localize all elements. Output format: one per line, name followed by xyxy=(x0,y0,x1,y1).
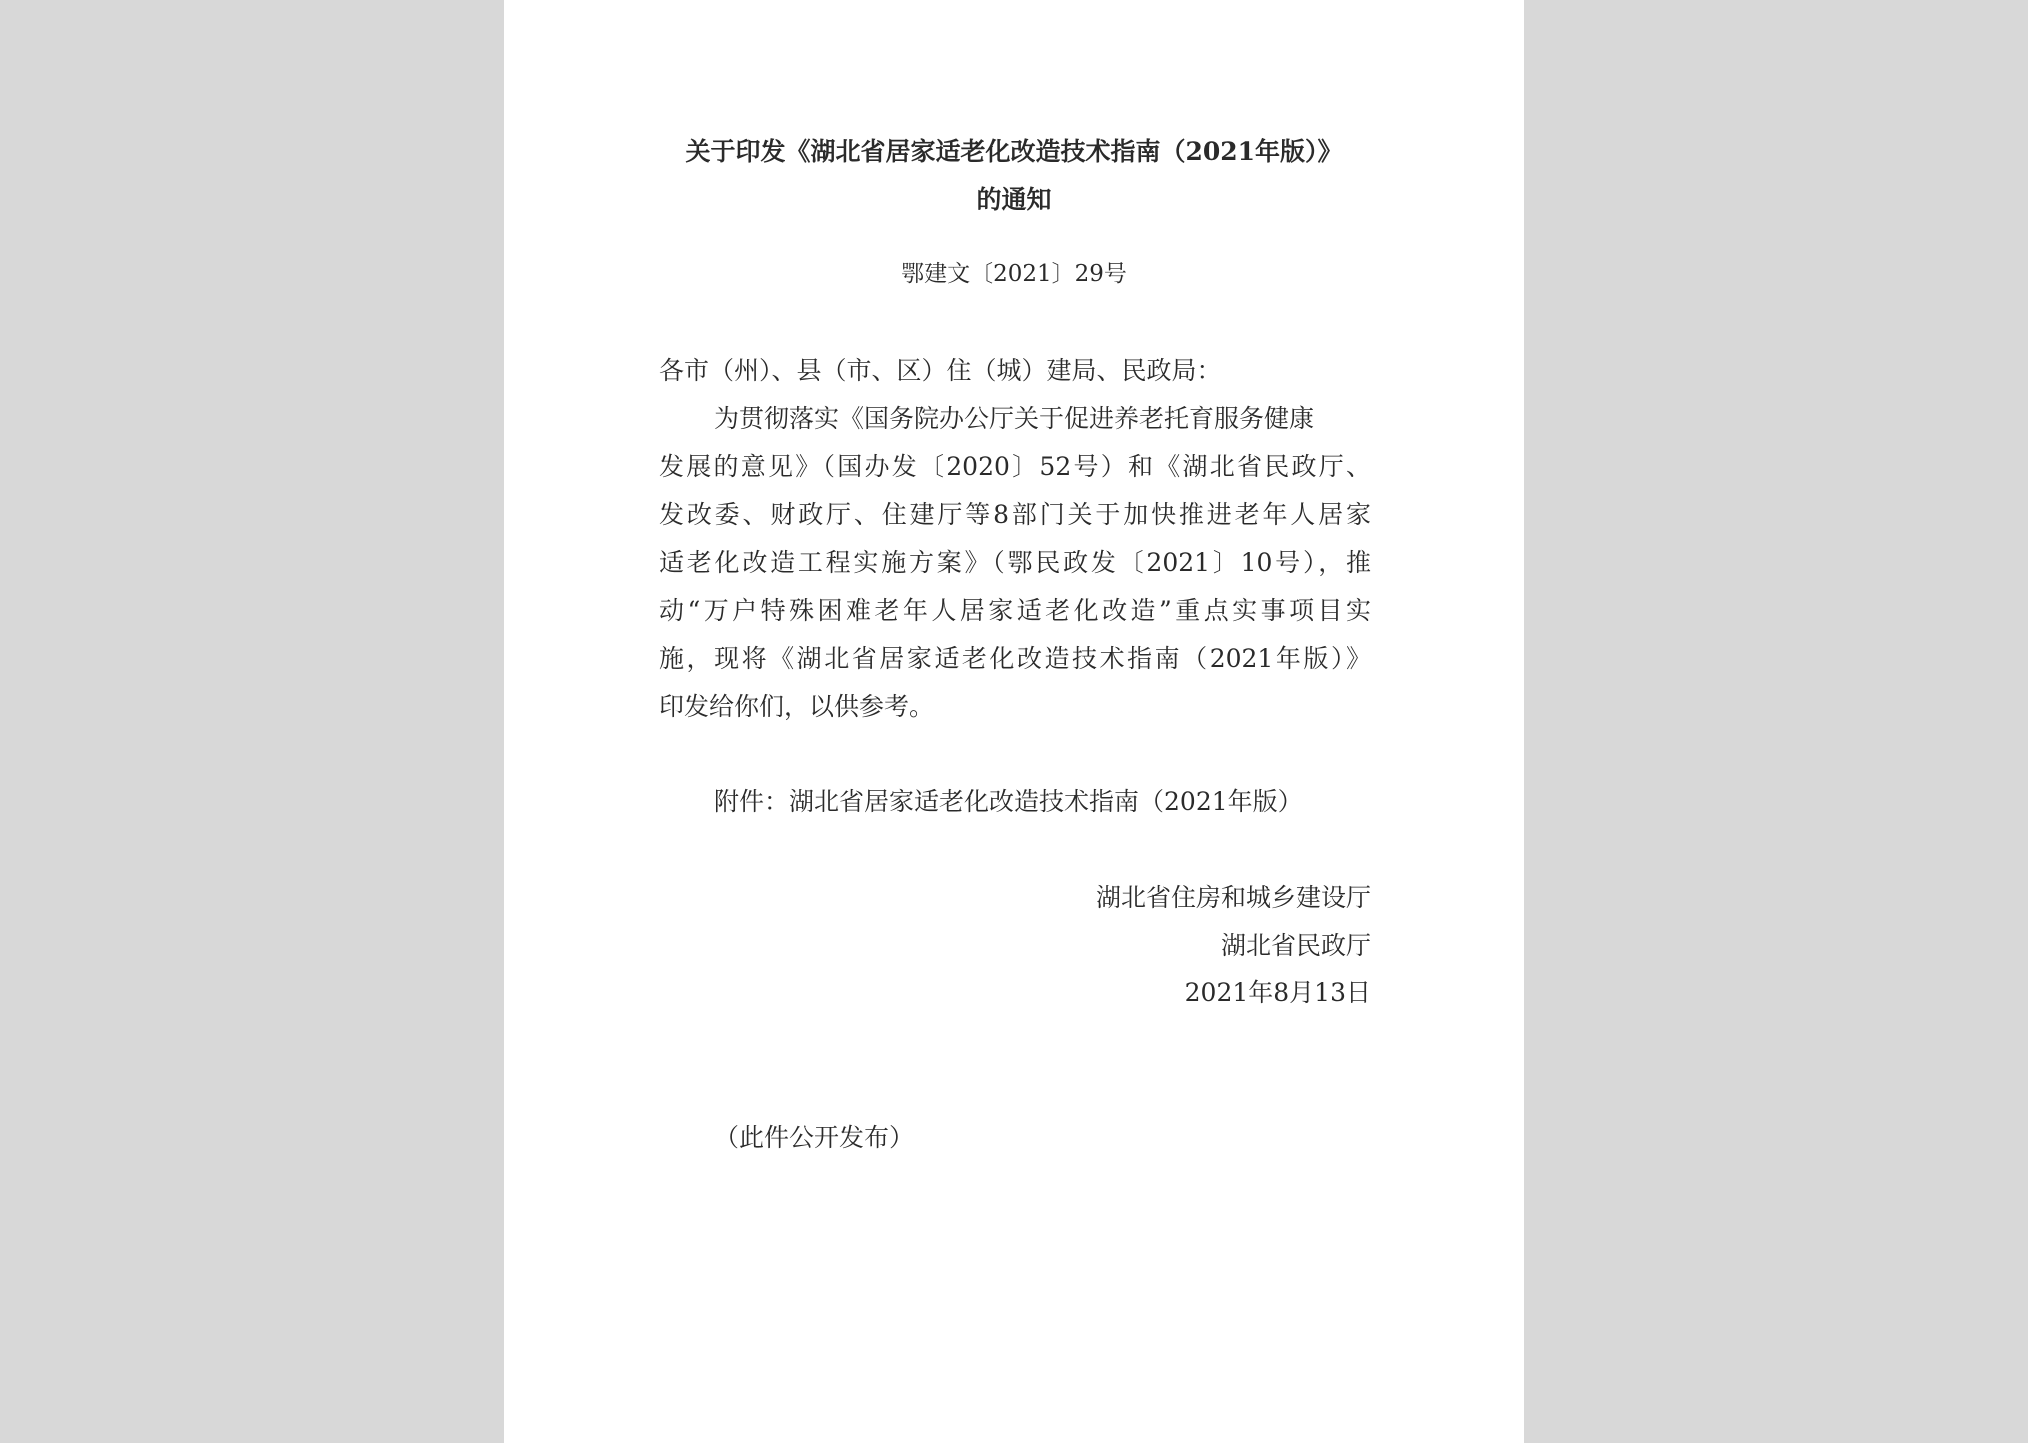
body-line: 动“万户特殊困难老年人居家适老化改造”重点实事项目实 xyxy=(659,596,1371,625)
publication-note: （此件公开发布） xyxy=(714,1123,915,1152)
title-line-2: 的通知 xyxy=(976,185,1052,214)
title-line-1: 关于印发《湖北省居家适老化改造技术指南（2021年版）》 xyxy=(685,137,1343,166)
body-line: 印发给你们，以供参考。 xyxy=(659,692,935,721)
body-line: 发展的意见》（国办发〔2020〕52号）和《湖北省民政厅、 xyxy=(659,452,1371,481)
body-line: 适老化改造工程实施方案》（鄂民政发〔2021〕10号），推 xyxy=(659,548,1371,577)
document-page xyxy=(504,0,1524,1443)
salutation: 各市（州）、县（市、区）住（城）建局、民政局： xyxy=(659,356,1222,385)
body-line: 施，现将《湖北省居家适老化改造技术指南（2021年版）》 xyxy=(659,644,1371,673)
attachment-line: 附件：湖北省居家适老化改造技术指南（2021年版） xyxy=(714,787,1303,816)
document-number: 鄂建文〔2021〕29号 xyxy=(901,261,1127,287)
signatory-civil-affairs: 湖北省民政厅 xyxy=(1220,931,1371,960)
issue-date: 2021年8月13日 xyxy=(1184,978,1371,1007)
body-line: 发改委、财政厅、住建厅等8部门关于加快推进老年人居家 xyxy=(659,500,1371,529)
signatory-housing-department: 湖北省住房和城乡建设厅 xyxy=(1095,883,1371,912)
body-line: 为贯彻落实《国务院办公厅关于促进养老托育服务健康 xyxy=(714,404,1315,433)
